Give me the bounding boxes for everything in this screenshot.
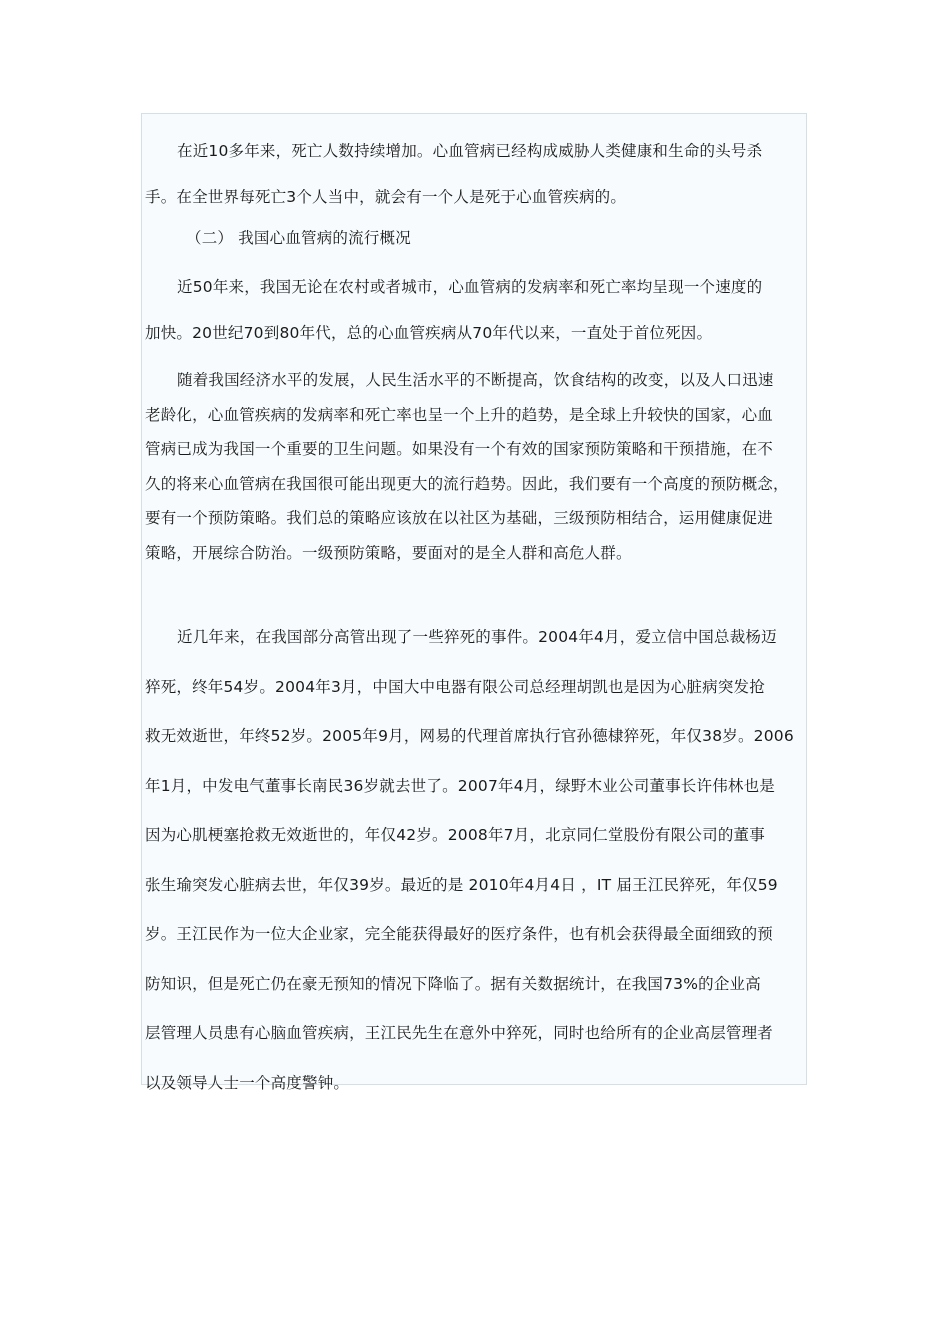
paragraph-line: 在近10多年来，死亡人数持续增加。心血管病已经构成威胁人类健康和生命的头号杀: [177, 142, 763, 160]
paragraph-line: 因为心肌梗塞抢救无效逝世的，年仅42岁。2008年7月，北京同仁堂股份有限公司的董事: [145, 826, 765, 844]
paragraph-line: 以及领导人士一个高度警钟。: [145, 1073, 350, 1092]
paragraph-line: 加快。20世纪70到80年代，总的心血管疾病从70年代以来，一直处于首位死因。: [145, 324, 713, 342]
paragraph-line: 策略，开展综合防治。一级预防策略，要面对的是全人群和高危人群。: [145, 543, 632, 562]
paragraph-4: [145, 613, 805, 1108]
paragraph-line: 年1月，中发电气董事长南民36岁就去世了。2007年4月，绿野木业公司董事长许伟林也是: [145, 776, 775, 795]
paragraph-line: 张生瑜突发心脏病去世，年仅39岁。最近的是 2010年4月4日 ，IT 届王江民猝死，年仅59: [145, 875, 778, 894]
paragraph-line: 救无效逝世，年终52岁。2005年9月，网易的代理首席执行官孙德棣猝死，年仅38岁。2006: [145, 727, 794, 745]
paragraph-line: 手。在全世界每死亡3个人当中，就会有一个人是死于心血管疾病的。: [145, 188, 627, 206]
paragraph-line: 岁。王江民作为一位大企业家，完全能获得最好的医疗条件，也有机会获得最全面细致的预: [145, 925, 774, 943]
paragraph-line: 随着我国经济水平的发展，人民生活水平的不断提高，饮食结构的改变，以及人口迅速: [177, 371, 774, 389]
paragraph-line: 老龄化，心血管疾病的发病率和死亡率也呈一个上升的趋势，是全球上升较快的国家，心血: [145, 405, 774, 424]
paragraph-line: 近50年来，我国无论在农村或者城市，心血管病的发病率和死亡率均呈现一个速度的: [177, 278, 763, 296]
section-heading: [145, 222, 805, 254]
paragraph-3: [145, 363, 805, 570]
paragraph-1: [145, 128, 805, 220]
paragraph-line: 防知识，但是死亡仍在豪无预知的情况下降临了。据有关数据统计，在我国73%的企业高: [145, 974, 761, 993]
paragraph-line: 久的将来心血管病在我国很可能出现更大的流行趋势。因此，我们要有一个高度的预防概念，: [145, 474, 789, 493]
paragraph-line: 管病已成为我国一个重要的卫生问题。如果没有一个有效的国家预防策略和干预措施，在不: [145, 440, 774, 458]
document-text-frame: [141, 113, 807, 1092]
paragraph-line: 近几年来，在我国部分高管出现了一些猝死的事件。2004年4月，爱立信中国总裁杨迈: [177, 628, 777, 646]
paragraph-line: 层管理人员患有心脑血管疾病，王江民先生在意外中猝死，同时也给所有的企业高层管理者: [145, 1024, 774, 1042]
paragraph-line: 猝死，终年54岁。2004年3月，中国大中电器有限公司总经理胡凯也是因为心脏病突发抢: [145, 677, 765, 696]
paragraph-line: 要有一个预防策略。我们总的策略应该放在以社区为基础，三级预防相结合，运用健康促进: [145, 509, 774, 527]
paragraph-2: [145, 264, 805, 356]
section-heading-text: （二） 我国心血管病的流行概况: [186, 229, 411, 247]
